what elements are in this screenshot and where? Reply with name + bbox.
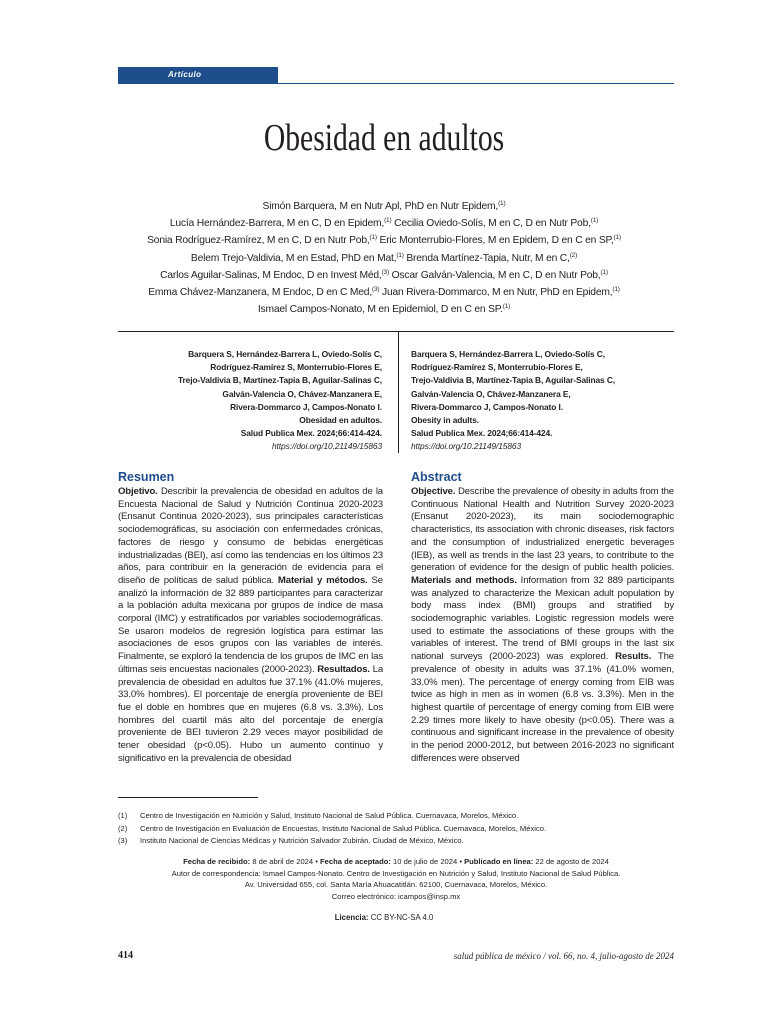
abstract-text: Se analizó la información de 32 889 participantes para caracterizar a la población adulta mexicana por grupos de índice de masa corporal (IMC) y estratificados por variables sociodemográficas. Se usaron modelos de regresión logística para estimar las asociaciones de esos grupos con las variables de interés. Finalmente, se exploró la tendencia de los grupos de IMC en las últimas seis encuestas nacionales (2000-2023). <box>118 574 383 675</box>
citation-line: Rivera-Dommarco J, Campos-Nonato I. <box>411 401 563 412</box>
citation-line: Salud Publica Mex. 2024;66:414-424. <box>240 428 382 439</box>
affiliation-marker: (1) <box>369 234 377 242</box>
author-name: Lucía Hernández-Barrera, M en C, D en Epidem, <box>169 218 385 230</box>
author-name: Carlos Aguilar-Salinas, M Endoc, D en Invest Méd, <box>160 269 382 281</box>
affiliation-marker: (1) <box>613 234 621 242</box>
author-name: Oscar Galván-Valencia, M en C, D en Nutr Pob, <box>388 269 601 281</box>
doi-link[interactable]: https://doi.org/10.21149/15863 <box>272 441 382 452</box>
footnote-item <box>118 835 674 848</box>
abstract-body <box>411 486 674 768</box>
author-line <box>100 267 668 284</box>
abstract-section-label: Material y métodos. <box>277 574 368 586</box>
citation-english <box>411 348 671 454</box>
footnote-rule <box>118 797 258 798</box>
footnote-number: (3) <box>118 836 128 845</box>
abstract-text: Describir la prevalencia de obesidad en adultos de la Encuesta Nacional de Salud y Nutrición Continua 2020-2023 (Ensanut Continua 2020-2023), sus principales características sociodemográficas, su asociación con enfermedades crónicas, factores de riesgo y consumo de bebidas energéticas industrializadas (BEI), así como las tendencias en los últimos 23 años, para contribuir en la generación de evidencia para el diseño de políticas de salud pública. <box>118 486 383 586</box>
publication-dates <box>118 856 674 902</box>
correspondence: Autor de correspondencia: Ismael Campos-Nonato. Centro de Investigación en Nutrición y Salud, Instituto Nacional de Salud Pública. <box>171 868 621 878</box>
accepted-date: 10 de julio de 2024 • <box>390 857 465 866</box>
resumen-heading: Resumen <box>118 470 175 484</box>
footnote-number: (1) <box>118 811 128 820</box>
abstract-section-label: Results. <box>615 651 652 663</box>
resumen-body <box>118 486 383 768</box>
author-list <box>100 198 668 318</box>
doi-link[interactable]: https://doi.org/10.21149/15863 <box>411 441 521 452</box>
affiliation-marker: (1) <box>396 251 404 259</box>
citation-line: Obesidad en adultos. <box>299 415 382 426</box>
citation-spanish <box>140 348 382 454</box>
affiliation-marker: (1) <box>502 303 511 311</box>
license-label: Licencia: <box>334 913 369 922</box>
author-name: Simón Barquera, M en Nutr Apl, PhD en Nutr Epidem, <box>262 201 499 212</box>
abstract-section-label: Objetivo. <box>118 486 158 497</box>
license <box>0 913 768 922</box>
citation-line: Barquera S, Hernández-Barrera L, Oviedo-Solís C, <box>411 349 605 359</box>
author-name: Sonia Rodríguez-Ramírez, M en C, D en Nutr Pob, <box>147 235 370 247</box>
correspondence-address: Av. Universidad 655, col. Santa María Ahuacatitlán. 62100, Cuernavaca, Morelos, México. <box>244 880 548 890</box>
abstract-section-label: Resultados. <box>317 663 370 675</box>
author-name: Ismael Campos-Nonato, M en Epidemiol, D en C en SP. <box>257 304 503 316</box>
citation-line: Rodríguez-Ramírez S, Monterrubio-Flores E, <box>411 362 583 373</box>
author-name: Juan Rivera-Dommarco, M en Nutr, PhD en Epidem, <box>379 287 613 299</box>
author-line <box>100 284 668 301</box>
citation-line: Barquera S, Hernández-Barrera L, Oviedo-Solís C, <box>188 349 382 359</box>
citation-line: Salud Publica Mex. 2024;66:414-424. <box>411 428 553 439</box>
affiliation-marker: (1) <box>600 268 608 276</box>
citation-line: Galván-Valencia O, Chávez-Manzanera E, <box>411 388 571 399</box>
abstract-heading: Abstract <box>411 470 462 484</box>
author-line <box>100 232 668 249</box>
citation-top-rule <box>118 331 674 332</box>
footnote-number: (2) <box>118 823 128 833</box>
affiliation-marker: (3) <box>381 268 389 276</box>
author-line <box>100 301 668 318</box>
accepted-label: Fecha de aceptado: <box>320 857 391 866</box>
author-name: Brenda Martínez-Tapia, Nutr, M en C, <box>403 252 570 264</box>
affiliation-marker: (2) <box>569 251 578 259</box>
affiliation-marker: (1) <box>590 217 599 225</box>
abstract-section-label: Objective. <box>411 486 456 497</box>
footnote-item <box>118 823 674 836</box>
citation-line: Rodríguez-Ramírez S, Monterrubio-Flores E, <box>210 362 382 373</box>
footnote-text: Centro de Investigación en Evaluación de Encuestas, Instituto Nacional de Salud Pública. Cuernavaca, Morelos, México. <box>140 823 547 833</box>
abstract-section-label: Materials and methods. <box>411 574 517 586</box>
citation-column-divider <box>398 331 399 453</box>
received-date: 8 de abril de 2024 • <box>250 857 321 866</box>
published-date: 22 de agosto de 2024 <box>533 857 609 866</box>
journal-running-footer: salud pública de méxico / vol. 66, no. 4, julio-agosto de 2024 <box>453 951 674 961</box>
dates-line <box>118 856 674 868</box>
citation-line: Trejo-Valdivia B, Martínez-Tapia B, Aguilar-Salinas C, <box>177 375 382 386</box>
affiliation-marker: (1) <box>384 217 392 225</box>
author-name: Emma Chávez-Manzanera, M Endoc, D en C Med, <box>148 287 372 299</box>
abstract-text: La prevalencia de obesidad en adultos fue 37.1% (41.0% mujeres, 33.0% hombres). El porcentaje de energía proveniente de BEI fue el doble en hombres que en mujeres (6.8 vs. 3.3%). Los hombres del cuartil más alto del porcentaje de energía proveniente de BEI tuvieron 2.29 veces mayor posibilidad de tener obesidad (p<0.05). Hubo un aumento continuo y significativo en la prevalencia de obesidad <box>118 663 383 764</box>
affiliation-marker: (1) <box>612 286 620 294</box>
affiliation-marker: (3) <box>371 286 380 294</box>
citation-line: Rivera-Dommarco J, Campos-Nonato I. <box>230 401 382 412</box>
abstract-text: The prevalence of obesity in adults was 37.1% (41.0% women, 33.0% men). The percentage of energy coming from EIB was twice as high in men as in women (6.8 vs. 3.3%). Men in the highest quartile of percentage of energy coming from EIB were 2.29 times more likely to have obesity (p<0.05). There was a continuous and significant increase in the prevalence of obesity in the period 2000-2012, but between 2016-2023 no significant differences were observed <box>411 651 674 764</box>
affiliation-footnotes <box>118 810 674 848</box>
license-value: CC BY-NC-SA 4.0 <box>368 913 434 922</box>
article-title: Obesidad en adultos <box>263 117 505 159</box>
footnote-item <box>118 810 674 823</box>
author-name: Belem Trejo-Valdivia, M en Estad, PhD en Mat, <box>190 252 397 264</box>
author-name: Cecilia Oviedo-Solís, M en C, D en Nutr Pob, <box>391 218 591 230</box>
footnote-text: Instituto Nacional de Ciencias Médicas y Nutrición Salvador Zubirán. Ciudad de México, México. <box>140 836 464 845</box>
footnote-text: Centro de Investigación en Nutrición y Salud, Instituto Nacional de Salud Pública. Cuernavaca, Morelos, México. <box>140 811 519 820</box>
page-number: 414 <box>118 950 133 961</box>
abstract-text: Describe the prevalence of obesity in adults from the Continuous National Health and Nutrition Survey 2020-2023 (Ensanut 2020-2023), its main sociodemographic characteristics, its association with chronic diseases, risk factors and the consumption of industrialized energetic beverages (IEB), as well as trends in the last 23 years, to contribute to the generation of evidence for the design of public health policies. <box>411 486 674 574</box>
section-label: Artículo <box>118 67 278 84</box>
correspondence-email[interactable]: Correo electrónico: icampos@insp.mx <box>331 891 461 901</box>
citation-line: Trejo-Valdivia B, Martínez-Tapia B, Aguilar-Salinas C, <box>411 375 616 386</box>
citation-line: Obesity in adults. <box>411 415 480 426</box>
section-header-band <box>118 67 674 84</box>
citation-line: Galván-Valencia O, Chávez-Manzanera E, <box>222 388 382 399</box>
author-line <box>100 198 668 215</box>
received-label: Fecha de recibido: <box>183 857 251 866</box>
author-name: Eric Monterrubio-Flores, M en Epidem, D en C en SP, <box>376 235 614 247</box>
abstract-text: Information from 32 889 participants was analyzed to characterize the Mexican adult population by body mass index (BMI) groups and stratified by sociodemographic variables. Logistic regression models were used to estimate the associations of these groups with the variables of interest. The trend of BMI groups in the last six national surveys (2000-2023) was explored. <box>411 574 674 663</box>
published-label: Publicado en línea: <box>464 857 534 866</box>
author-line <box>100 250 668 267</box>
affiliation-marker: (1) <box>498 200 506 207</box>
author-line <box>100 215 668 232</box>
